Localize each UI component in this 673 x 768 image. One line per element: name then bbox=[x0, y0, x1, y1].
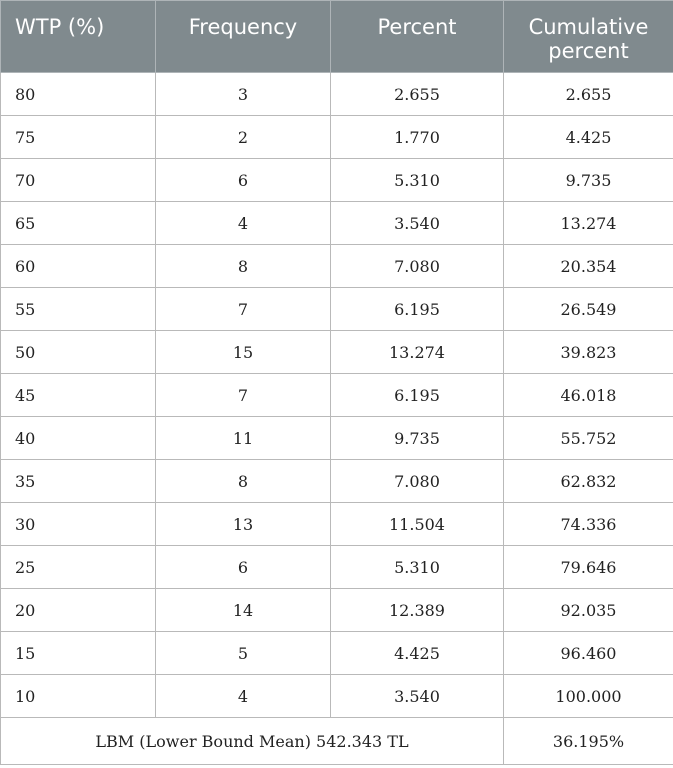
cell-frequency: 2 bbox=[156, 116, 331, 159]
cell-percent: 5.310 bbox=[331, 546, 504, 589]
cell-wtp: 65 bbox=[1, 202, 156, 245]
cell-frequency: 4 bbox=[156, 675, 331, 718]
table-row bbox=[1, 675, 673, 718]
table-row bbox=[1, 331, 673, 374]
cell-cumulative-percent: 4.425 bbox=[504, 116, 673, 159]
cell-cumulative-percent: 55.752 bbox=[504, 417, 673, 460]
cell-percent: 9.735 bbox=[331, 417, 504, 460]
header-wtp: WTP (%) bbox=[1, 1, 156, 73]
cell-wtp: 15 bbox=[1, 632, 156, 675]
lbm-label: LBM (Lower Bound Mean) 542.343 TL bbox=[1, 718, 504, 765]
cell-cumulative-percent: 2.655 bbox=[504, 73, 673, 116]
cell-percent: 4.425 bbox=[331, 632, 504, 675]
cell-frequency: 8 bbox=[156, 245, 331, 288]
cell-percent: 3.540 bbox=[331, 202, 504, 245]
cell-frequency: 4 bbox=[156, 202, 331, 245]
cell-frequency: 13 bbox=[156, 503, 331, 546]
table-row bbox=[1, 589, 673, 632]
cell-wtp: 60 bbox=[1, 245, 156, 288]
table-row bbox=[1, 460, 673, 503]
cell-wtp: 45 bbox=[1, 374, 156, 417]
cell-frequency: 6 bbox=[156, 159, 331, 202]
cell-cumulative-percent: 39.823 bbox=[504, 331, 673, 374]
cell-percent: 6.195 bbox=[331, 374, 504, 417]
cell-frequency: 8 bbox=[156, 460, 331, 503]
cell-percent: 13.274 bbox=[331, 331, 504, 374]
header-percent: Percent bbox=[331, 1, 504, 73]
cell-wtp: 35 bbox=[1, 460, 156, 503]
table-row bbox=[1, 546, 673, 589]
cell-wtp: 70 bbox=[1, 159, 156, 202]
header-row bbox=[1, 1, 673, 73]
table-row bbox=[1, 116, 673, 159]
cell-wtp: 40 bbox=[1, 417, 156, 460]
cell-percent: 2.655 bbox=[331, 73, 504, 116]
cell-wtp: 80 bbox=[1, 73, 156, 116]
cell-percent: 3.540 bbox=[331, 675, 504, 718]
cell-cumulative-percent: 46.018 bbox=[504, 374, 673, 417]
table-row bbox=[1, 632, 673, 675]
cell-frequency: 5 bbox=[156, 632, 331, 675]
cell-cumulative-percent: 79.646 bbox=[504, 546, 673, 589]
cell-frequency: 11 bbox=[156, 417, 331, 460]
cell-wtp: 50 bbox=[1, 331, 156, 374]
cell-wtp: 30 bbox=[1, 503, 156, 546]
cell-frequency: 14 bbox=[156, 589, 331, 632]
cell-cumulative-percent: 62.832 bbox=[504, 460, 673, 503]
cell-percent: 1.770 bbox=[331, 116, 504, 159]
cell-cumulative-percent: 9.735 bbox=[504, 159, 673, 202]
cell-cumulative-percent: 13.274 bbox=[504, 202, 673, 245]
cell-cumulative-percent: 74.336 bbox=[504, 503, 673, 546]
table-row bbox=[1, 288, 673, 331]
cell-percent: 6.195 bbox=[331, 288, 504, 331]
table-row bbox=[1, 374, 673, 417]
cell-frequency: 15 bbox=[156, 331, 331, 374]
cell-percent: 5.310 bbox=[331, 159, 504, 202]
cell-percent: 7.080 bbox=[331, 245, 504, 288]
cell-wtp: 75 bbox=[1, 116, 156, 159]
table-row bbox=[1, 73, 673, 116]
cell-wtp: 10 bbox=[1, 675, 156, 718]
cell-cumulative-percent: 96.460 bbox=[504, 632, 673, 675]
cell-frequency: 7 bbox=[156, 288, 331, 331]
lbm-cumulative-value: 36.195% bbox=[504, 718, 673, 765]
table-row bbox=[1, 202, 673, 245]
header-cumulative-percent: Cumulative percent bbox=[504, 1, 673, 73]
cell-wtp: 20 bbox=[1, 589, 156, 632]
table-row bbox=[1, 245, 673, 288]
cell-cumulative-percent: 92.035 bbox=[504, 589, 673, 632]
cell-wtp: 25 bbox=[1, 546, 156, 589]
table-row bbox=[1, 503, 673, 546]
cell-percent: 7.080 bbox=[331, 460, 504, 503]
cell-frequency: 6 bbox=[156, 546, 331, 589]
table-row bbox=[1, 417, 673, 460]
cell-percent: 11.504 bbox=[331, 503, 504, 546]
cell-cumulative-percent: 20.354 bbox=[504, 245, 673, 288]
cell-frequency: 3 bbox=[156, 73, 331, 116]
table-header bbox=[1, 1, 673, 73]
summary-row bbox=[1, 718, 673, 765]
header-frequency: Frequency bbox=[156, 1, 331, 73]
table-row bbox=[1, 159, 673, 202]
cell-cumulative-percent: 26.549 bbox=[504, 288, 673, 331]
cell-percent: 12.389 bbox=[331, 589, 504, 632]
cell-frequency: 7 bbox=[156, 374, 331, 417]
table-body bbox=[1, 73, 673, 765]
cell-cumulative-percent: 100.000 bbox=[504, 675, 673, 718]
cell-wtp: 55 bbox=[1, 288, 156, 331]
